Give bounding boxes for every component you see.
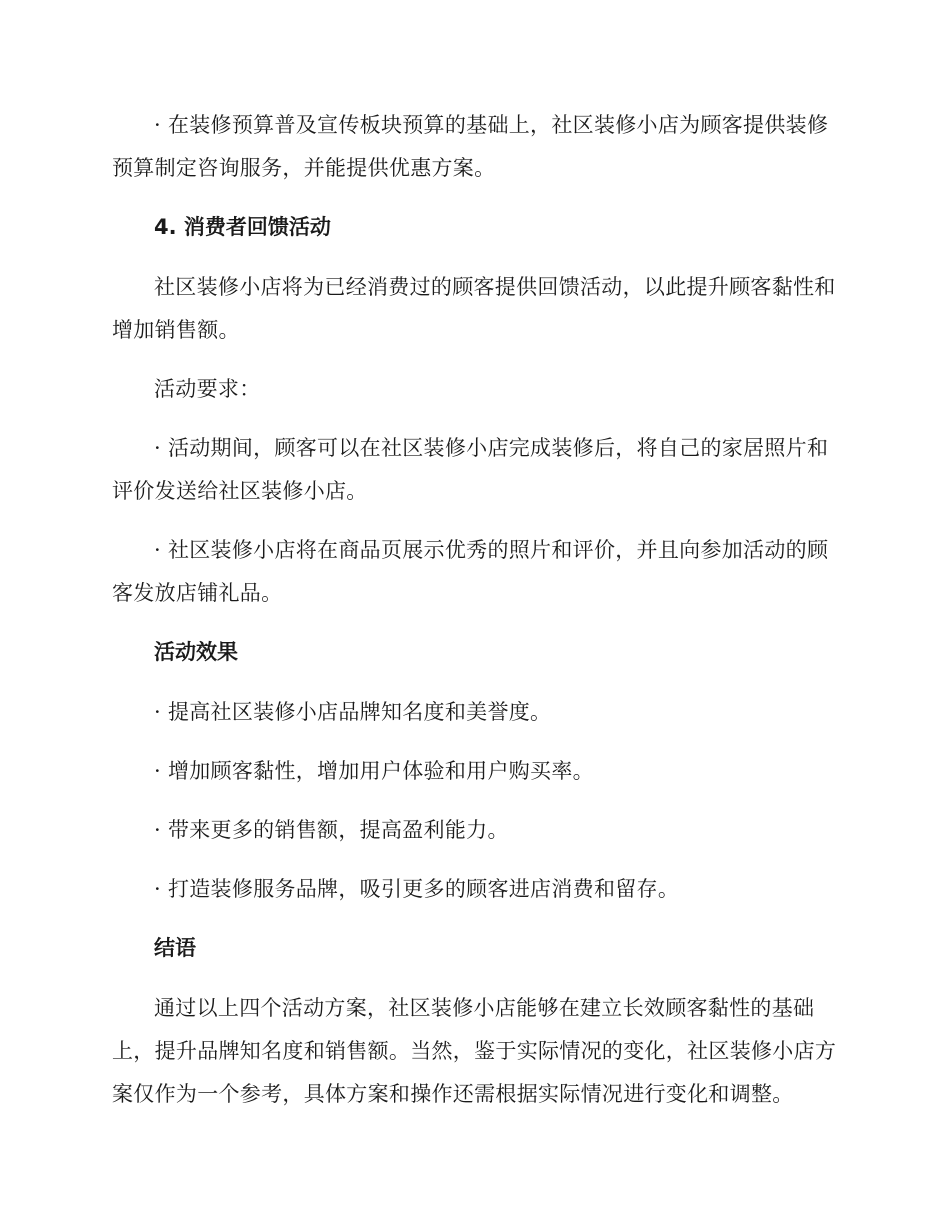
bullet-customer-stickiness: · 增加顾客黏性，增加用户体验和用户购买率。 <box>154 759 594 783</box>
bullet-budget-consulting: · 在装修预算普及宣传板块预算的基础上，社区装修小店为顾客提供装修预算制定咨询服务，并能提供优惠方案。 <box>112 113 829 180</box>
bullet-send-photos: · 活动期间，顾客可以在社区装修小店完成装修后，将自己的家居照片和评价发送给社区装修小店。 <box>112 436 829 503</box>
bullet-brand-awareness: · 提高社区装修小店品牌知名度和美誉度。 <box>154 700 552 724</box>
section-heading-feedback-activity: 4. 消费者回馈活动 <box>154 215 331 239</box>
bullet-display-photos: · 社区装修小店将在商品页展示优秀的照片和评价，并且向参加活动的顾客发放店铺礼品。 <box>112 538 829 605</box>
conclusion-paragraph: 通过以上四个活动方案，社区装修小店能够在建立长效顾客黏性的基础上，提升品牌知名度和销售额。当然，鉴于实际情况的变化，社区装修小店方案仅作为一个参考，具体方案和操作还需根据实际情况进行变化和调整。 <box>112 996 837 1106</box>
bullet-service-brand: · 打造装修服务品牌，吸引更多的顾客进店消费和留存。 <box>154 877 680 901</box>
section-heading-conclusion: 结语 <box>154 936 196 960</box>
activity-requirements-label: 活动要求： <box>154 377 261 401</box>
bullet-sales: · 带来更多的销售额，提高盈利能力。 <box>154 818 509 842</box>
section-heading-activity-effect: 活动效果 <box>154 640 238 664</box>
feedback-intro-paragraph: 社区装修小店将为已经消费过的顾客提供回馈活动，以此提升顾客黏性和增加销售额。 <box>112 275 836 342</box>
